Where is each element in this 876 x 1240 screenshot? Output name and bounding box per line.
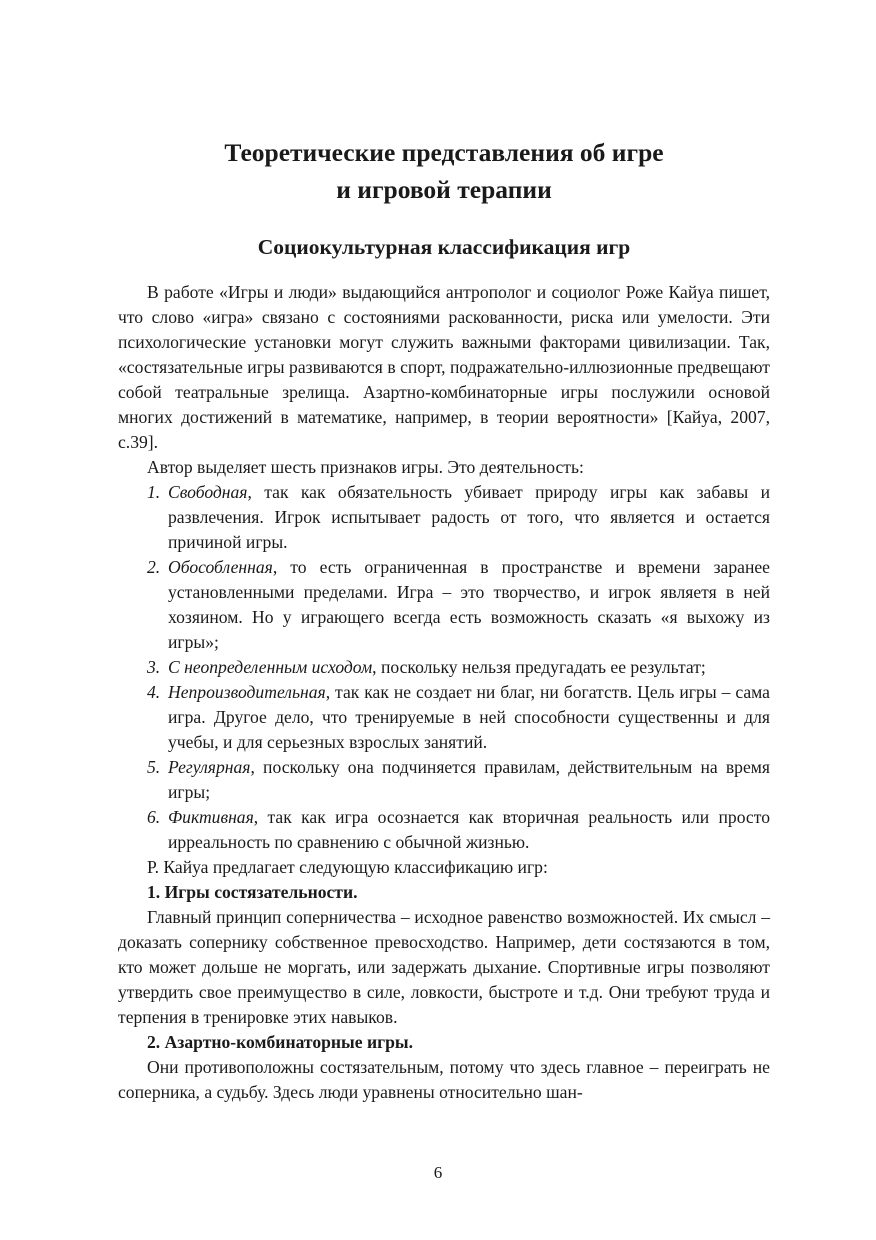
list-item-number: 5.	[147, 757, 161, 777]
chapter-title	[118, 134, 770, 208]
chapter-title-line-2: и игровой терапии	[336, 175, 552, 204]
list-item	[118, 805, 770, 855]
list-item-number: 6.	[147, 807, 161, 827]
list-item-text: , так как игра осознается как вторичная реальность или просто ирреальность по сравнению с обычной жизнью.	[168, 807, 770, 852]
list-item-number: 3.	[147, 657, 161, 677]
list-item	[118, 680, 770, 755]
competition-paragraph: Главный принцип соперничества – исходное равенство возможностей. Их смысл – доказать сопернику собственное превосходство. Например, дети состязаются в том, кто может дольше не моргать, или задержать дыхание. Спортивные игры позволяют утвердить свое преимущество в силе, ловкости, быстроте и т.д. Они требуют труда и терпения в тренировке этих навыков.	[118, 907, 770, 1027]
list-item-text: , то есть ограниченная в пространстве и времени заранее установленными пределами. Игра – это творчество, и игрок являетя в ней хозяином. Но у играющего всегда есть возможность сказать «я выхожу из игры»;	[168, 557, 770, 652]
page-number: 6	[433, 1163, 443, 1182]
list-item-text: , поскольку нельзя предугадать ее результат;	[372, 657, 706, 677]
classification-intro-paragraph: Р. Кайуа предлагает следующую классификацию игр:	[147, 857, 548, 877]
body-text	[118, 280, 770, 1105]
list-item-number: 1.	[147, 482, 161, 502]
list-item-number: 4.	[147, 682, 161, 702]
six-signs-paragraph: Автор выделяет шесть признаков игры. Это деятельность:	[147, 457, 584, 477]
chance-paragraph: Они противоположны состязательным, потому что здесь главное – переиграть не соперника, а судьбу. Здесь люди уравнены относительно шан-	[118, 1057, 770, 1102]
list-item-text: , поскольку она подчиняется правилам, действительным на время игры;	[168, 757, 770, 802]
list-item-term: Регулярная	[168, 757, 251, 777]
list-item-term: Свободная	[168, 482, 248, 502]
intro-paragraph: В работе «Игры и люди» выдающийся антрополог и социолог Роже Кайуа пишет, что слово «игра» связано с состояниями раскованности, риска или умелости. Эти психологические установки могут служить важными факторами цивилизации. Так, «состязательные игры развиваются в спорт, подражательно-иллюзионные предвещают собой театральные зрелища. Азартно-комбинаторные игры послужили основой многих достижений в математике, например, в теории вероятности» [Кайуа, 2007, с.39].	[118, 282, 770, 452]
list-item-term: Непроизводительная	[168, 682, 326, 702]
list-item-text: , так как обязательность убивает природу игры как забавы и развлечения. Игрок испытывает радость от того, что является и остается причиной игры.	[168, 482, 770, 552]
list-item-number: 2.	[147, 557, 161, 577]
competition-heading: 1. Игры состязательности.	[147, 882, 358, 902]
list-item-text: , так как не создает ни благ, ни богатств. Цель игры – сама игра. Другое дело, что тренируемые в ней способности существенны и для учебы, и для серьезных взрослых занятий.	[168, 682, 770, 752]
chance-heading: 2. Азартно-комбинаторные игры.	[147, 1032, 414, 1052]
list-item-term: Обособленная	[168, 557, 273, 577]
list-item	[118, 480, 770, 555]
list-item	[118, 655, 770, 680]
chapter-title-line-1: Теоретические представления об игре	[224, 138, 664, 167]
list-item	[118, 755, 770, 805]
section-title: Социокультурная классификация игр	[257, 235, 631, 259]
page-content	[118, 134, 770, 1105]
list-item	[118, 555, 770, 655]
traits-list	[118, 480, 770, 855]
list-item-term: Фиктивная	[168, 807, 254, 827]
list-item-term: С неопределенным исходом	[168, 657, 373, 677]
